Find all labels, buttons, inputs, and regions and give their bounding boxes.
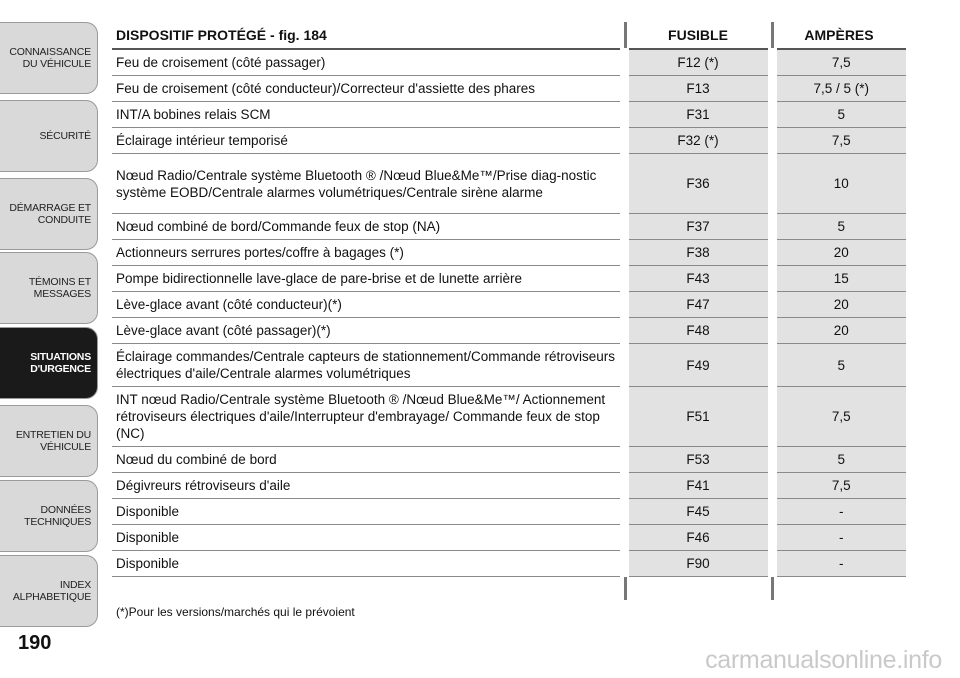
cell-amps: 10 (772, 154, 906, 214)
cell-amps: 7,5 (772, 128, 906, 154)
table-row (112, 344, 906, 387)
cell-device: Dégivreurs rétroviseurs d'aile (112, 473, 624, 499)
sidebar-tab[interactable]: DÉMARRAGE ET CONDUITE (0, 178, 98, 250)
table-row (112, 266, 906, 292)
cell-amps: 20 (772, 292, 906, 318)
cell-fuse: F32 (*) (624, 128, 772, 154)
table-row (112, 240, 906, 266)
cell-amps: 15 (772, 266, 906, 292)
table-row (112, 154, 906, 214)
table-row (112, 473, 906, 499)
watermark: carmanualsonline.info (705, 646, 942, 674)
cell-device: Éclairage intérieur temporisé (112, 128, 624, 154)
cell-fuse: F51 (624, 387, 772, 447)
header-fuse: FUSIBLE (624, 22, 772, 49)
header-device: DISPOSITIF PROTÉGÉ - fig. 184 (112, 22, 624, 49)
cell-amps: 7,5 (772, 473, 906, 499)
cell-fuse: F31 (624, 102, 772, 128)
table-row (112, 447, 906, 473)
cell-device: INT/A bobines relais SCM (112, 102, 624, 128)
cell-device: Nœud Radio/Centrale système Bluetooth ® /Nœud Blue&Me™/Prise diag-nostic système EOBD/Centrale alarmes volumétriques/Centrale sirène alarme (112, 154, 624, 214)
cell-device: Feu de croisement (côté passager) (112, 49, 624, 76)
cell-amps: - (772, 551, 906, 577)
cell-fuse: F53 (624, 447, 772, 473)
sidebar-tab[interactable]: ENTRETIEN DU VÉHICULE (0, 405, 98, 477)
cell-amps: 20 (772, 240, 906, 266)
cell-device: Nœud combiné de bord/Commande feux de stop (NA) (112, 214, 624, 240)
cell-fuse: F47 (624, 292, 772, 318)
cell-amps: 20 (772, 318, 906, 344)
cell-fuse: F37 (624, 214, 772, 240)
cell-device: Disponible (112, 551, 624, 577)
table-row (112, 551, 906, 577)
cell-fuse: F41 (624, 473, 772, 499)
cell-amps: 7,5 (772, 387, 906, 447)
table-row (112, 76, 906, 102)
cell-amps: 5 (772, 214, 906, 240)
cell-fuse: F13 (624, 76, 772, 102)
sidebar-tab[interactable]: TÉMOINS ET MESSAGES (0, 252, 98, 324)
table-row (112, 387, 906, 447)
cell-fuse: F48 (624, 318, 772, 344)
cell-fuse: F38 (624, 240, 772, 266)
sidebar-tab[interactable]: INDEX ALPHABETIQUE (0, 555, 98, 627)
cell-amps: 5 (772, 447, 906, 473)
table-row (112, 102, 906, 128)
cell-amps: - (772, 525, 906, 551)
table-row (112, 214, 906, 240)
cell-device: INT nœud Radio/Centrale système Bluetooth ® /Nœud Blue&Me™/ Actionnement rétroviseurs électriques d'aile/Interrupteur d'embrayage/ Commande feux de stop (NC) (112, 387, 624, 447)
cell-amps: 7,5 (772, 49, 906, 76)
cell-amps: 5 (772, 102, 906, 128)
cell-amps: 7,5 / 5 (*) (772, 76, 906, 102)
cell-fuse: F36 (624, 154, 772, 214)
cell-fuse: F12 (*) (624, 49, 772, 76)
footnote: (*)Pour les versions/marchés qui le prévoient (116, 605, 355, 619)
cell-fuse: F49 (624, 344, 772, 387)
cell-device: Lève-glace avant (côté passager)(*) (112, 318, 624, 344)
cell-amps: 5 (772, 344, 906, 387)
cell-device: Disponible (112, 499, 624, 525)
cell-device: Nœud du combiné de bord (112, 447, 624, 473)
sidebar-tab[interactable]: DONNÉES TECHNIQUES (0, 480, 98, 552)
cell-device: Pompe bidirectionnelle lave-glace de pare-brise et de lunette arrière (112, 266, 624, 292)
cell-device: Lève-glace avant (côté conducteur)(*) (112, 292, 624, 318)
table-row (112, 128, 906, 154)
sidebar-tab[interactable]: SITUATIONS D'URGENCE (0, 327, 98, 399)
header-amps: AMPÈRES (772, 22, 906, 49)
table-row (112, 318, 906, 344)
cell-device: Éclairage commandes/Centrale capteurs de stationnement/Commande rétroviseurs électriques d'aile/Centrale alarmes volumétriques (112, 344, 624, 387)
table-row (112, 525, 906, 551)
cell-device: Actionneurs serrures portes/coffre à bagages (*) (112, 240, 624, 266)
table-row (112, 49, 906, 76)
cell-fuse: F46 (624, 525, 772, 551)
cell-device: Feu de croisement (côté conducteur)/Correcteur d'assiette des phares (112, 76, 624, 102)
page-number: 190 (18, 632, 52, 654)
table-header-row (112, 22, 906, 49)
cell-fuse: F90 (624, 551, 772, 577)
cell-fuse: F45 (624, 499, 772, 525)
cell-device: Disponible (112, 525, 624, 551)
fuse-table (112, 22, 906, 577)
table-row (112, 499, 906, 525)
sidebar-tab[interactable]: CONNAISSANCE DU VÉHICULE (0, 22, 98, 94)
sidebar-tab[interactable]: SÉCURITÉ (0, 100, 98, 172)
cell-fuse: F43 (624, 266, 772, 292)
fuse-table-container (112, 22, 906, 577)
table-row (112, 292, 906, 318)
cell-amps: - (772, 499, 906, 525)
